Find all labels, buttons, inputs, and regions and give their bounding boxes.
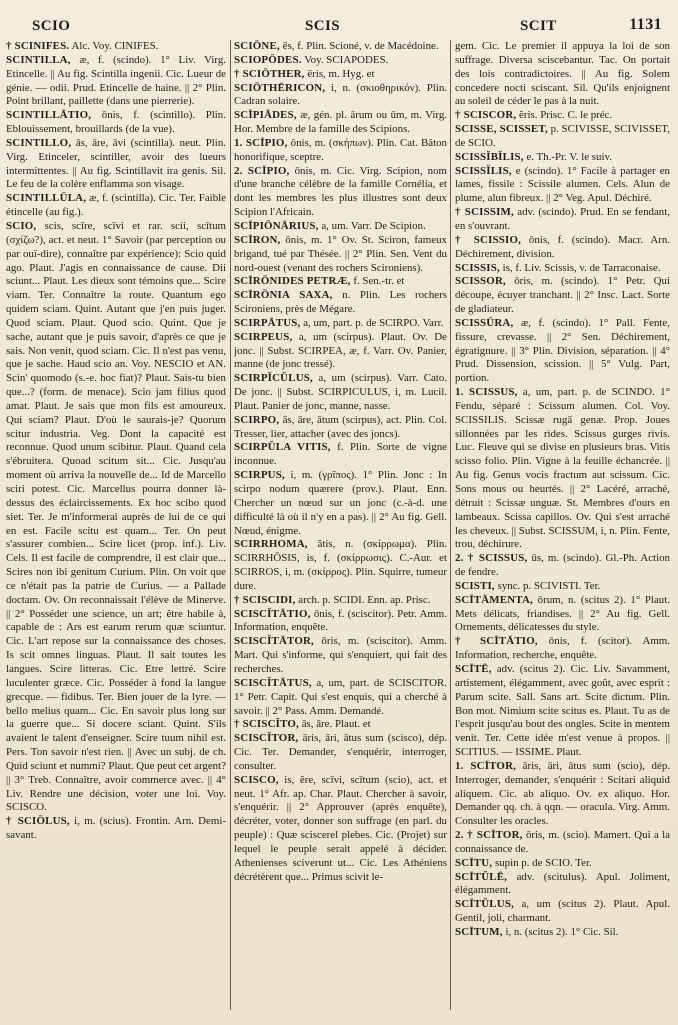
dictionary-entry xyxy=(455,898,670,926)
dictionary-entry xyxy=(455,234,670,262)
dictionary-entry xyxy=(234,109,447,137)
entry-definition: ōnis, m. 1° Ov. St. Sciron, fameux brigand, tué par Thésée. || 2° Plin. Sen. Vent du nord-ouest (venant des rochers Scironiens). xyxy=(234,233,447,274)
dictionary-entry xyxy=(6,137,226,192)
entry-definition: ūs, m. (scindo). Gl.-Ph. Action de fendre. xyxy=(455,552,670,579)
entry-definition: ōris, m. (scio). Mamert. Qui a la connaissance de. xyxy=(455,829,670,855)
entry-headword: SCĪRŌNIA SAXA, xyxy=(234,289,333,302)
entry-definition: ōris, m. (sciscitor). Amm. Mart. Qui s'informe, qui s'enquiert, qui fait des recherches. xyxy=(234,635,447,675)
entry-headword: SCISSŪRA, xyxy=(455,316,514,329)
entry-definition: Alc. Voy. CINIFES. xyxy=(71,40,159,52)
entry-headword: 1. SCĪPIO, xyxy=(234,136,288,149)
dictionary-entry xyxy=(234,608,447,636)
column-3 xyxy=(455,40,670,1015)
dictionary-entry xyxy=(6,815,226,843)
entry-definition: arch. p. SCIDI. Enn. ap. Prisc. xyxy=(298,593,431,606)
entry-definition: i, m. (γρῖπος). 1° Plin. Jonc : In scirpo nodum quærere (prov.). Plaut. Enn. Chercher un nœud sur un jonc (c.-à-d. une difficulté là où il n'y en a pas). || 2° Au fig. Gell. Nœud, énigme. xyxy=(234,469,447,537)
entry-definition: æ, f. (scindo). 1° Pall. Fente, fissure, crevasse. || 2° Sen. Déchirement, égratignure. || 3° Plin. Division, séparation. || 4° Prud. Dissension, scission. || 5° Vulg. Part, portion. xyxy=(455,316,670,385)
entry-headword: † SCISCOR, xyxy=(455,109,517,122)
entry-headword: SCISCO, xyxy=(234,773,279,786)
entry-definition: e (scindo). 1° Facile à partager en lames, fissile : Scissile alumen. Cels. Alun de plume, alun fibreux. || 2° Veg. Apul. Déchiré. xyxy=(455,164,670,205)
dictionary-entry xyxy=(455,123,670,151)
dictionary-entry xyxy=(6,109,226,137)
entry-definition: ōnis, f. (scitor). Amm. Information, recherche, enquête. xyxy=(455,635,670,662)
entry-headword: SCINTILLŪLA, xyxy=(6,192,87,205)
header-left-guideword: SCIO xyxy=(32,18,71,34)
entry-definition: p. SCIVISSE, SCIVISSET, de SCIO. xyxy=(455,123,670,149)
entry-definition: a, um, part. p. de SCIRPO. Varr. xyxy=(303,316,444,329)
dictionary-entry xyxy=(455,386,670,552)
dictionary-entry xyxy=(234,774,447,885)
entry-headword: SCISCĬTĀTIO, xyxy=(234,607,311,620)
entry-definition: ĕris. Prisc. C. le préc. xyxy=(519,109,613,122)
entry-definition: ēris, m. Hyg. et xyxy=(307,67,375,80)
entry-definition: ōnis, m. (σκήπων). Plin. Cat. Bâton honorifique, sceptre. xyxy=(234,136,447,163)
entry-definition: i, m. (scius). Frontin. Arn. Demi-savant. xyxy=(6,815,226,842)
entry-definition: a, um (scirpus). Plaut. Ov. De jonc. || Subst. SCIRPEA, æ, f. Varr. Ov. Panier, manne (de jonc tressé). xyxy=(234,330,447,371)
column-divider xyxy=(450,40,451,1010)
dictionary-entry xyxy=(455,594,670,636)
entry-definition: i, n. (σκιοθηρικόν). Plin. Cadran solaire. xyxy=(234,81,447,108)
entry-headword: † SCĪTĀTIO, xyxy=(455,635,538,648)
dictionary-entry xyxy=(455,109,670,123)
dictionary-entry xyxy=(234,441,447,469)
column-divider xyxy=(230,40,231,1010)
entry-headword: SCĪPIŌNĀRIUS, xyxy=(234,219,319,232)
entry-definition: ās, āre, ātum (scirpus), act. Plin. Col. Tresser, lier, attacher (avec des joncs). xyxy=(234,413,447,440)
entry-definition: ōris, m. (scindo). 1° Petr. Qui découpe, écuyer tranchant. || 2° Insc. Lact. Sorte de gladiateur. xyxy=(455,275,670,316)
entry-headword: SCĪTŬLUS, xyxy=(455,898,514,911)
dictionary-entry xyxy=(234,289,447,317)
running-header xyxy=(14,14,664,36)
entry-definition: a, um (scirpus). Varr. Cato. De jonc. || Subst. SCIRPICULUS, i, m. Lucil. Plaut. Panier de jonc, manne, nasse. xyxy=(234,372,447,412)
dictionary-entry xyxy=(234,635,447,677)
dictionary-entry xyxy=(455,926,670,940)
entry-headword: SCISCĬTOR, xyxy=(234,732,299,745)
entry-headword: SCIRPUS, xyxy=(234,469,285,482)
entry-headword: SCIRPŬLA VITIS, xyxy=(234,441,331,454)
entry-headword: SCIRPĬCŬLUS, xyxy=(234,372,313,385)
entry-headword: † SCISSIO, xyxy=(455,233,522,246)
entry-definition: a, um, part. p. de SCINDO. 1° Fendu, séparé : Scissum alumen. Col. Voy. SCISSILIS. Scissæ rugā genæ. Prop. Joues sillonnées par les rides. Scissus gurges rivis. Luc. Fleuve qui se divise en plusieurs bras. Vitis scisso folio. Plin. Vigne à la feuille échancrée. || Au fig. Genus vocis fractum aut scissum. Cic. Sons mous ou heurtés. || 2° Lacéré, arraché, détruit : Scissæ unguæ. St. Membres d'ours en lambeaux. Scissa capillos. Ov. Qui s'est arraché les cheveux. || Subst. SCISSUM, i, n. Plin. Fente, trou, déchirure. xyxy=(455,386,670,551)
entry-headword: SCIO, xyxy=(6,219,37,232)
entry-definition: adv. (scindo). Prud. En se fendant, en s'ouvrant. xyxy=(455,206,670,232)
entry-headword: † SCISCĬTO, xyxy=(234,718,299,731)
entry-headword: SCĪTĀMENTA, xyxy=(455,593,533,606)
entry-definition: is, ĕre, scīvi, scītum (scio), act. et neut. 1° Afr. ap. Char. Plaut. Chercher à savoir, s'enquérir. || 2° Approuver (après enquête), décréter, voter, donner son suffrage (en parl. du peuple) : Quæ sciscerel plebes. Cic. (Projet) sur lequel le peuple serait appelé à décider. Athenienses sciverunt ut... Cic. Les Athéniens décrétèrent que... Primus scivit le- xyxy=(234,773,447,883)
dictionary-entry xyxy=(455,165,670,207)
dictionary-entry xyxy=(455,262,670,276)
dictionary-entry xyxy=(6,220,226,815)
entry-headword: SCISSOR, xyxy=(455,275,506,288)
entry-definition: is, f. Liv. Scissis, v. de Tarraconaise. xyxy=(502,261,661,274)
entry-headword: SCISSĬBĬLIS, xyxy=(455,150,524,163)
entry-definition: supin p. de SCIO. Ter. xyxy=(494,856,592,869)
dictionary-entry xyxy=(455,871,670,899)
entry-headword: SCIŌTHĒRICON, xyxy=(234,81,326,94)
dictionary-entry xyxy=(455,829,670,857)
entry-definition: ōnis, f. (sciscitor). Petr. Amm. Information, enquête. xyxy=(234,607,447,634)
dictionary-entry xyxy=(455,40,670,109)
entry-definition: ēs, f. Plin. Scioné, v. de Macédoine. xyxy=(282,40,439,52)
dictionary-entry xyxy=(234,331,447,373)
dictionary-entry xyxy=(234,40,447,54)
dictionary-entry xyxy=(234,68,447,82)
entry-headword: SCĪRŌNIDES PETRÆ, xyxy=(234,275,351,288)
entry-definition: i, n. (scitus 2). 1° Cic. Sil. xyxy=(505,926,619,938)
entry-headword: SCĪTUM, xyxy=(455,926,503,938)
entry-definition: n. Plin. Les rochers Scironiens, près de Mégare. xyxy=(234,289,447,316)
dictionary-entry xyxy=(455,317,670,386)
entry-headword: 2. † SCĪTOR, xyxy=(455,829,523,842)
entry-headword: SCINTILLO, xyxy=(6,136,72,149)
entry-definition: f. Plin. Sorte de vigne inconnue. xyxy=(234,441,447,468)
entry-headword: SCĪPIĀDES, xyxy=(234,109,297,122)
entry-definition: æ, f. (scindo). 1° Liv. Virg. Etincelle. || Au fig. Scintilla ingenii. Cic. Lueur de génie. — odii. Prud. Etincelle de haine. || 2° Plin. Point brillant, paillette (dans une pierrerie). xyxy=(6,53,226,108)
dictionary-entry xyxy=(234,732,447,774)
entry-definition: ās, āre, āvi (scintilla). neut. Plin. Virg. Etinceler, scintiller, avoir des lueurs intermittentes. || Au fig. Scintillavit ira genis. Sil. Le feu de la colère enflamma son visage. xyxy=(6,136,226,191)
dictionary-entry xyxy=(455,580,670,594)
entry-headword: † SCIŌLUS, xyxy=(6,815,70,828)
dictionary-entry xyxy=(6,40,226,54)
dictionary-entry xyxy=(6,192,226,220)
entry-definition: e. Th.-Pr. V. le suiv. xyxy=(526,150,612,163)
entry-definition: ōnis, m. Cic. Virg. Scipion, nom d'une branche célèbre de la famille Cornélia, et dont les membres les plus illustres sont deux Scipion l'Africain. xyxy=(234,164,447,219)
entry-definition: ōnis, f. (scintillo). Plin. Eblouissement, brouillards (de la vue). xyxy=(6,109,226,136)
entry-headword: † SCISCIDI, xyxy=(234,593,296,606)
entry-definition: ās, āre. Plaut. et xyxy=(301,718,371,731)
column-2 xyxy=(234,40,447,1015)
dictionary-entry xyxy=(234,82,447,110)
entry-definition: a, um. Varr. De Scipion. xyxy=(321,219,426,232)
entry-headword: † SCINIFES. xyxy=(6,40,70,52)
entry-headword: † SCISSIM, xyxy=(455,206,514,219)
dictionary-entry xyxy=(234,317,447,331)
entry-headword: SCIŌNE, xyxy=(234,40,280,52)
dictionary-entry xyxy=(455,206,670,234)
entry-headword: SCIRPĀTUS, xyxy=(234,316,301,329)
entry-definition: a, um, part. de SCISCITOR. 1° Petr. Capit. Qui s'est enquis, qui a cherché à savoir. || 2° Pass. Amm. Demandé. xyxy=(234,676,447,717)
entry-headword: SCĪTŬLĒ, xyxy=(455,870,508,883)
columns-container xyxy=(6,40,670,1020)
header-right-guideword: SCIT xyxy=(520,18,557,34)
dictionary-entry xyxy=(234,372,447,414)
dictionary-entry xyxy=(234,220,447,234)
entry-definition: āris, āri, ātus sum (scio), dép. Interroger, demander, s'enquérir : Scitari aliquid aliquem. Cic. ab aliquo. Ov. ex aliquo. Hor. Demander qq. ch. à qqn. — oracula. Virg. Amm. Consulter les oracles. xyxy=(455,759,670,828)
dictionary-entry xyxy=(234,54,447,68)
dictionary-entry xyxy=(234,718,447,732)
dictionary-entry xyxy=(234,137,447,165)
column-1 xyxy=(6,40,226,1015)
entry-headword: SCIRPEUS, xyxy=(234,330,293,343)
entry-definition: æ, f. (scintilla). Cic. Ter. Faible étincelle (au fig.). xyxy=(6,192,226,219)
header-middle-guideword: SCIS xyxy=(305,18,340,34)
entry-definition: scis, scīre, scīvi et rar. scii, scītum (σχίζω?), act. et neut. 1° Savoir (par perception ou par ouï-dire), connaître par expérience): Scio quid ago. Plaut. J'agis en connaissance de cause. Dii sciunt... Plaut. Les dieux sont témoins que... Scire viam. Ter. Connaître la route. Quantum ego quidem sciam. Quint. Autant que j'en puis juger. Quod sciam. Plaut. Quod scio. Quint. Que je sache, autant que je puis savoir, d'après ce que je sais. Non venit, quod sciam. Cic. Il n'est pas venu, que je sache. Haud scio an. Voy. NESCIO et AN. Scin' quomodo (s.-e. hoc fiat)? Plaut. Sais-tu bien que...? (form. de menace). Scio jam filius quod amat. Plaut. Je sais que mon fils est amoureux. Qui sciam? Plaut. D'où le saurais-je? Quorum scitur industria. Veg. Dont la capacité est reconnue. Quod unum scibitur. Plaut. Quand cela s'ébruitera. Quoad scitum sit... Cic. Jusqu'au moment où arriva la nouvelle de... Id de Marcello sciri potest. Cic. Marcellus pourra donner là-dessus des éclaircissements. Ex hoc scibo quod siet. Ter. Je m'informerai auprès de lui de ce qui en est. Facile scitu est quam... Ter. On peut s'assurer combien... Scire licet (prop. inf.). Liv. Cels. Il est facile de comprendre, il est clair que... Scires non ibi genitum Curium. Plin. On voit que ce n'était pas la patrie de Curius. — a Pallade doctam. Ov. On reconnaissait l'élève de Minerve. || 2° Posséder une science, un art; être habile à, capable de : Ars est earum rerum quæ sciuntur. Cic. L'art repose sur la connaissance des choses. Is scit omnes linguas. Plaut. Il sait toutes les langues. Scire litteras. Cic. Etre lettré. Scire luculenter græce. Cic. Posséder à fond la langue grecque. — fidibus. Ter. Bien jouer de la lyre. — bello melius quam... Cic. En savoir plus long sur la guerre que... Si docere sciant. Quint. S'ils avaient le talent d'enseigner. Scire tuum nihil est. Pers. Ton savoir n'est rien. || Avec un subj. de ch. Quid sciunt et nummi? Plaut. Que peut cet argent? || 3° Treb. Connaître, avoir commerce avec. || 4° Liv. Rendre une décision, voter une loi. Voy. SCISCO. xyxy=(6,219,226,814)
dictionary-entry xyxy=(455,635,670,663)
dictionary-entry xyxy=(234,275,447,289)
dictionary-entry xyxy=(455,275,670,317)
entry-definition: ōnis, f. (scindo). Macr. Arn. Déchirement, division. xyxy=(455,233,670,260)
dictionary-entry xyxy=(234,165,447,220)
entry-headword: SCINTILLĀTIO, xyxy=(6,109,92,122)
page-number: 1131 xyxy=(629,16,662,33)
entry-headword: SCIOPŌDES. xyxy=(234,53,302,66)
entry-headword: SCĪTĒ, xyxy=(455,662,492,675)
entry-definition: adv. (scitulus). Apul. Joliment, élégamment. xyxy=(455,870,670,897)
entry-headword: SCISTI, xyxy=(455,579,495,592)
dictionary-entry xyxy=(6,54,226,109)
entry-headword: SCISSIS, xyxy=(455,261,500,274)
dictionary-entry xyxy=(455,663,670,760)
dictionary-entry xyxy=(234,414,447,442)
dictionary-entry xyxy=(455,151,670,165)
dictionary-entry xyxy=(234,538,447,593)
entry-headword: 2. † SCISSUS, xyxy=(455,552,528,565)
entry-definition: ătis, n. (σκίρρωμα). Plin. SCIRRHŌSIS, is, f. (σκίρρωσις). C.-Aur. et SCIRROS, i, m. (σκίρρος). Plin. Squirre, tumeur dure. xyxy=(234,538,447,592)
entry-headword: SCIRPO, xyxy=(234,413,280,426)
entry-definition: āris, āri, ātus sum (scisco), dép. Cic. Ter. Demander, s'enquérir, interroger, consulter. xyxy=(234,732,447,772)
entry-definition: ōrum, n. (scitus 2). 1° Plaut. Mets délicats, friandises. || 2° Au fig. Gell. Ornements, délicatesses du style. xyxy=(455,593,670,634)
entry-definition: adv. (scitus 2). Cic. Liv. Savamment, artistement, élégamment, avec goût, avec esprit : Parum scite. Sall. Sans art. Scite dictum. Plin. Bon mot. Nimium scite scitus es. Plaut. Tu as de l'esprit jusqu'au bout des ongles. Scite in mentem venit. Ter. Cette idée m'est venue à propos. || SCITIUS. — ISSIME. Plaut. xyxy=(455,662,670,759)
entry-definition: a, um (scitus 2). Plaut. Apul. Gentil, joli, charmant. xyxy=(455,898,670,925)
dictionary-entry xyxy=(234,234,447,276)
entry-definition: gem. Cic. Le premier il appuya la loi de son suffrage. Diversa sciscebantur. Tac. On portait des lois contradictoires. || Au fig. Solem concedere nocti sciscant. Sil. Qu'ils enjoignent au soleil de céder le pas à la nuit. xyxy=(455,40,670,108)
entry-headword: SCINTILLA, xyxy=(6,53,71,66)
entry-definition: f. Sen.-tr. et xyxy=(353,275,405,288)
dictionary-entry xyxy=(455,552,670,580)
entry-headword: † SCIŌTHER, xyxy=(234,67,305,80)
entry-headword: SCISSĬLIS, xyxy=(455,164,512,177)
entry-definition: sync. p. SCIVISTI. Ter. xyxy=(497,579,601,592)
entry-headword: SCISSE, SCISSET, xyxy=(455,123,548,136)
entry-headword: SCĪTU, xyxy=(455,856,493,869)
dictionary-entry xyxy=(234,677,447,719)
entry-headword: SCIRRHOMA, xyxy=(234,538,308,551)
entry-headword: SCĪRON, xyxy=(234,233,281,246)
dictionary-entry xyxy=(234,594,447,608)
entry-headword: 1. SCĪTOR, xyxy=(455,759,517,772)
entry-headword: SCISCĬTĀTUS, xyxy=(234,676,312,689)
entry-definition: Voy. SCIAPODES. xyxy=(304,53,389,66)
entry-headword: 1. SCISSUS, xyxy=(455,386,518,399)
entry-headword: SCISCĬTĀTOR, xyxy=(234,635,314,648)
dictionary-entry xyxy=(455,857,670,871)
entry-definition: æ, gén. pl. ārum ou ūm, m. Virg. Hor. Membre de la famille des Scipions. xyxy=(234,109,447,136)
dictionary-entry xyxy=(234,469,447,538)
entry-headword: 2. SCĪPIO, xyxy=(234,164,290,177)
dictionary-entry xyxy=(455,760,670,829)
